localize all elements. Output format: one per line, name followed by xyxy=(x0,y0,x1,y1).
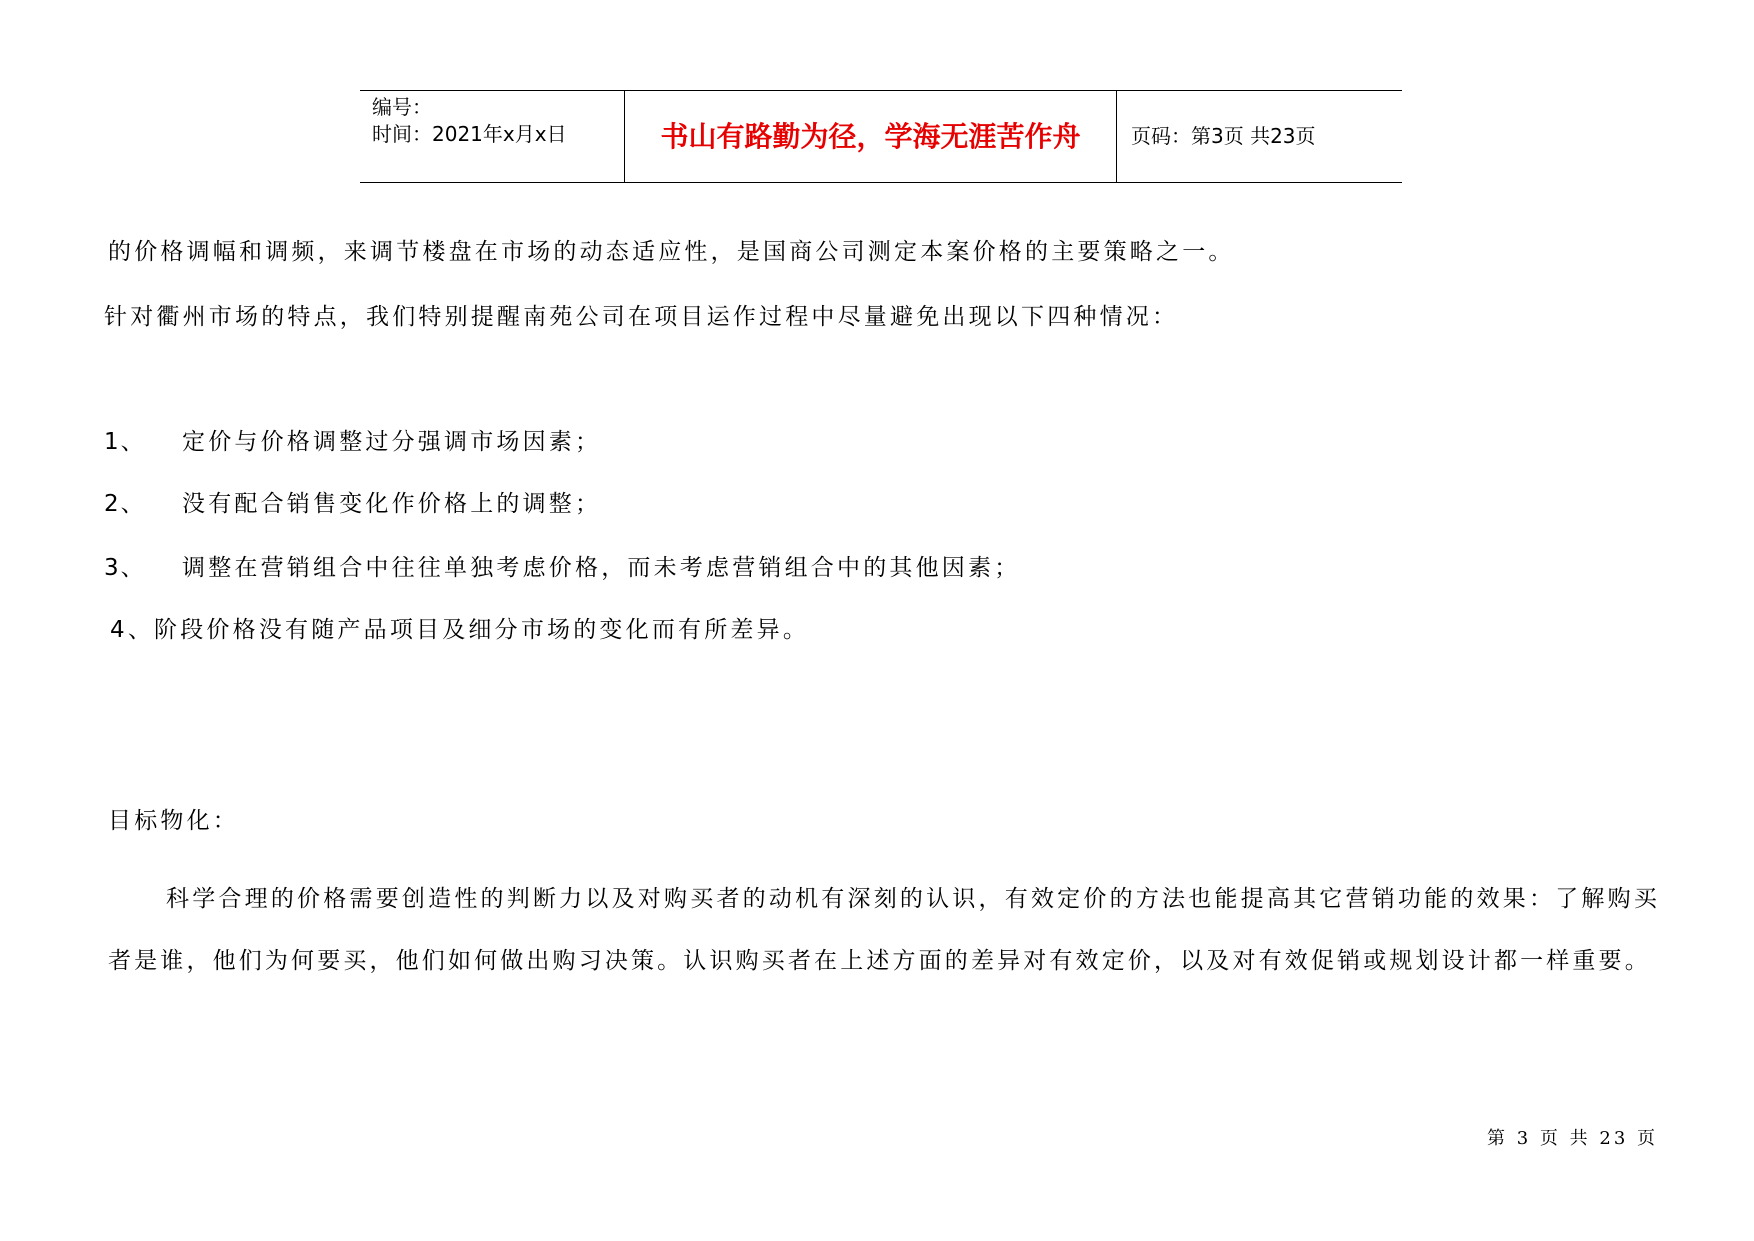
document-time-label: 时间：2021年x月x日 xyxy=(372,122,567,146)
list-item-number: 3、 xyxy=(104,555,146,581)
list-item xyxy=(104,553,1020,583)
motto-text: 书山有路勤为径，学海无涯苦作舟 xyxy=(660,120,1081,153)
list-item-text: 定价与价格调整过分强调市场因素； xyxy=(182,429,602,455)
page-footer: 第 3 页 共 23 页 xyxy=(1487,1128,1658,1149)
list-item-number: 1、 xyxy=(104,429,146,455)
list-item-text: 调整在营销组合中往往单独考虑价格，而未考虑营销组合中的其他因素； xyxy=(182,555,1021,581)
section-heading: 目标物化： xyxy=(108,808,239,834)
header-info-cell xyxy=(360,91,625,182)
document-number-label: 编号： xyxy=(372,95,432,119)
page-code-label: 页码：第3页 共23页 xyxy=(1131,124,1316,148)
list-item-number: 2、 xyxy=(104,491,146,517)
list-item-4: 4、阶段价格没有随产品项目及细分市场的变化而有所差异。 xyxy=(110,617,810,643)
list-item-text: 没有配合销售变化作价格上的调整； xyxy=(182,491,602,517)
section-paragraph: 科学合理的价格需要创造性的判断力以及对购买者的动机有深刻的认识，有效定价的方法也能提高其它营销功能的效果：了解购买者是谁，他们为何要买，他们如何做出购习决策。认识购买者在上述方面的差异对有效定价，以及对有效促销或规划设计都一样重要。 xyxy=(108,886,1660,974)
body-line-1: 的价格调幅和调频，来调节楼盘在市场的动态适应性，是国商公司测定本案价格的主要策略之一。 xyxy=(108,239,1235,265)
list-item xyxy=(104,489,601,519)
header-page-cell xyxy=(1117,91,1402,182)
page-header-table xyxy=(360,90,1402,183)
header-motto-cell xyxy=(625,91,1117,182)
list-item xyxy=(104,427,601,457)
body-line-2: 针对衢州市场的特点，我们特别提醒南苑公司在项目运作过程中尽量避免出现以下四种情况： xyxy=(104,304,1179,330)
